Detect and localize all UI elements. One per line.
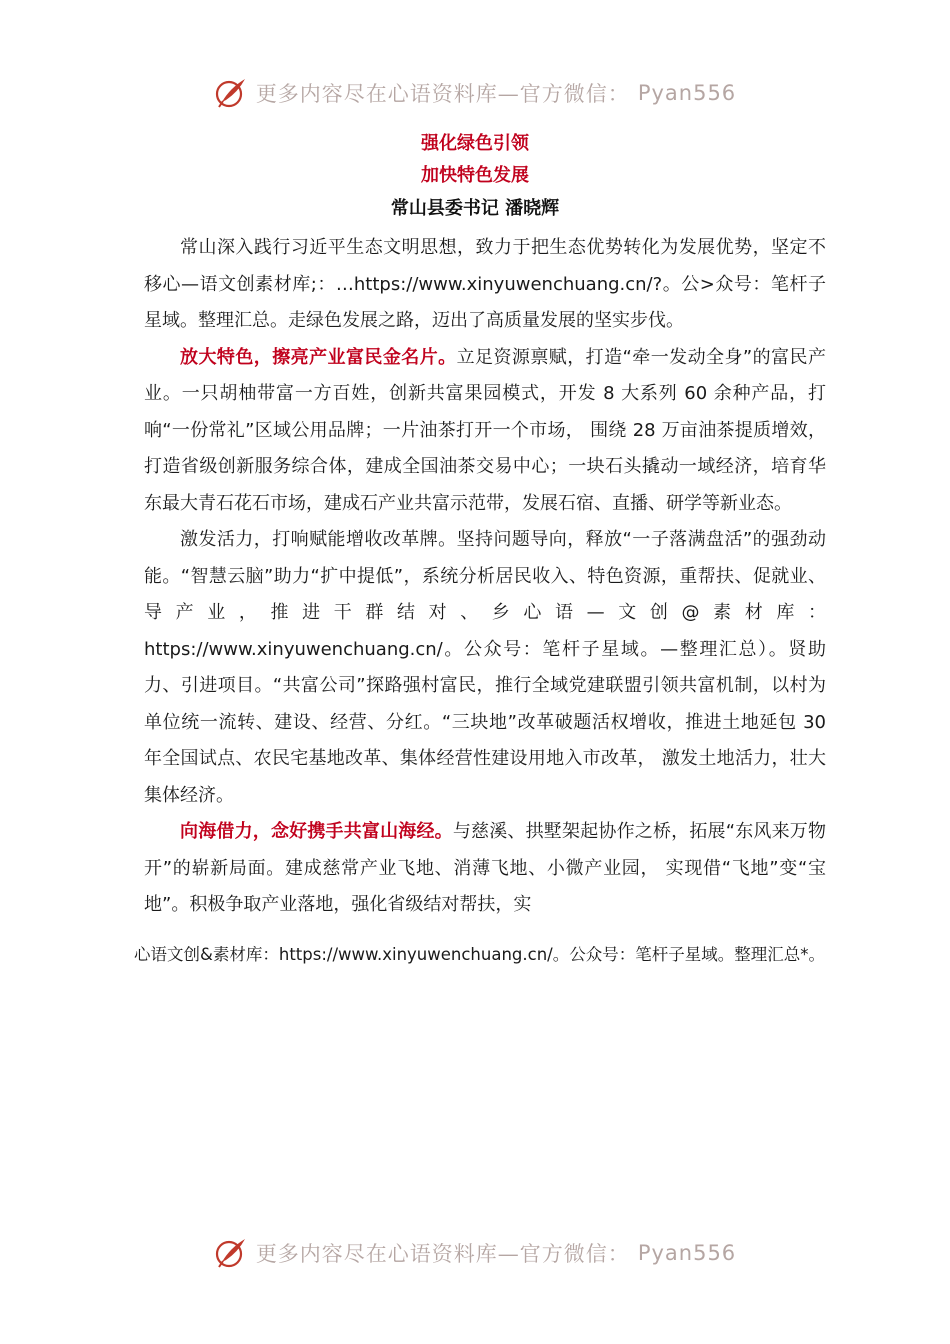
article-author: 常山县委书记 潘晓辉 — [390, 198, 560, 219]
article-title-line-1: 强化绿色引领 — [421, 133, 529, 154]
paragraph-2 — [144, 340, 826, 523]
paragraph-2-body: 立足资源禀赋，打造“牵一发动全身”的富民产业。一只胡柚带富一方百姓，创新共富果园模式，开发 8 大系列 60 余种产品，打响“一份常礼”区域公用品牌；一片油茶打开一个市场， 围绕 28 万亩油茶提质增效，打造省级创新服务综合体，建成全国油茶交易中心；一块石头撬动一域经济，培育华东最大青石花石市场，建成石产业共富示范带，发展石宿、直播、研学等新业态。 — [144, 346, 826, 514]
banner-wechat-id: Pyan556 — [637, 81, 737, 105]
paragraph-4-body: 与慈溪、拱墅架起协作之桥，拓展“东风来万物开”的崭新局面。建成慈常产业飞地、消薄飞地、小微产业园， 实现借“飞地”变“宝地”。积极争取产业落地，强化省级结对帮扶，实 — [144, 821, 826, 915]
banner-wechat-id: Pyan556 — [637, 1241, 737, 1265]
article-body — [144, 230, 826, 924]
paragraph-4 — [144, 814, 826, 924]
banner-text: 更多内容尽在心语资料库—官方微信： — [255, 1242, 630, 1266]
paragraph-3: 激发活力，打响赋能增收改革牌。坚持问题导向，释放“一子落满盘活”的强劲动能。“智慧云脑”助力“扩中提低”，系统分析居民收入、特色资源，重帮扶、促就业、导产业，推进干群结对、乡心语—文创@素材库：https://www.xinyuwenchuang.cn/。公众号：笔杆子星域。—整理汇总）。贤助力、引进项目。“共富公司”探路强村富民，推行全域党建联盟引领共富机制，以村为单位统一流转、建设、经营、分红。“三块地”改革破题活权增收，推进土地延包 30 年全国试点、农民宅基地改革、集体经营性建设用地入市改革， 激发土地活力，壮大集体经济。 — [144, 529, 826, 806]
banner-text: 更多内容尽在心语资料库—官方微信： — [255, 82, 630, 106]
header-watermark-banner — [0, 76, 950, 110]
paragraph-1: 常山深入践行习近平生态文明思想，致力于把生态优势转化为发展优势，坚定不移心—语文创素材库;：…https://www.xinyuwenchuang.cn/?。公>众号：笔杆子星域。整理汇总。走绿色发展之路，迈出了高质量发展的坚实步伐。 — [144, 237, 826, 331]
quill-logo-icon — [214, 1236, 248, 1270]
source-footnote: 心语文创&素材库：https://www.xinyuwenchuang.cn/。公众号：笔杆子星域。整理汇总*。 — [134, 945, 825, 964]
paragraph-2-lead: 放大特色，擦亮产业富民金名片。 — [180, 346, 457, 368]
article-title-line-2: 加快特色发展 — [421, 165, 529, 186]
article-header — [0, 128, 950, 225]
quill-logo-icon — [214, 76, 248, 110]
footer-watermark-banner — [0, 1236, 950, 1270]
paragraph-4-lead: 向海借力，念好携手共富山海经。 — [180, 821, 453, 842]
